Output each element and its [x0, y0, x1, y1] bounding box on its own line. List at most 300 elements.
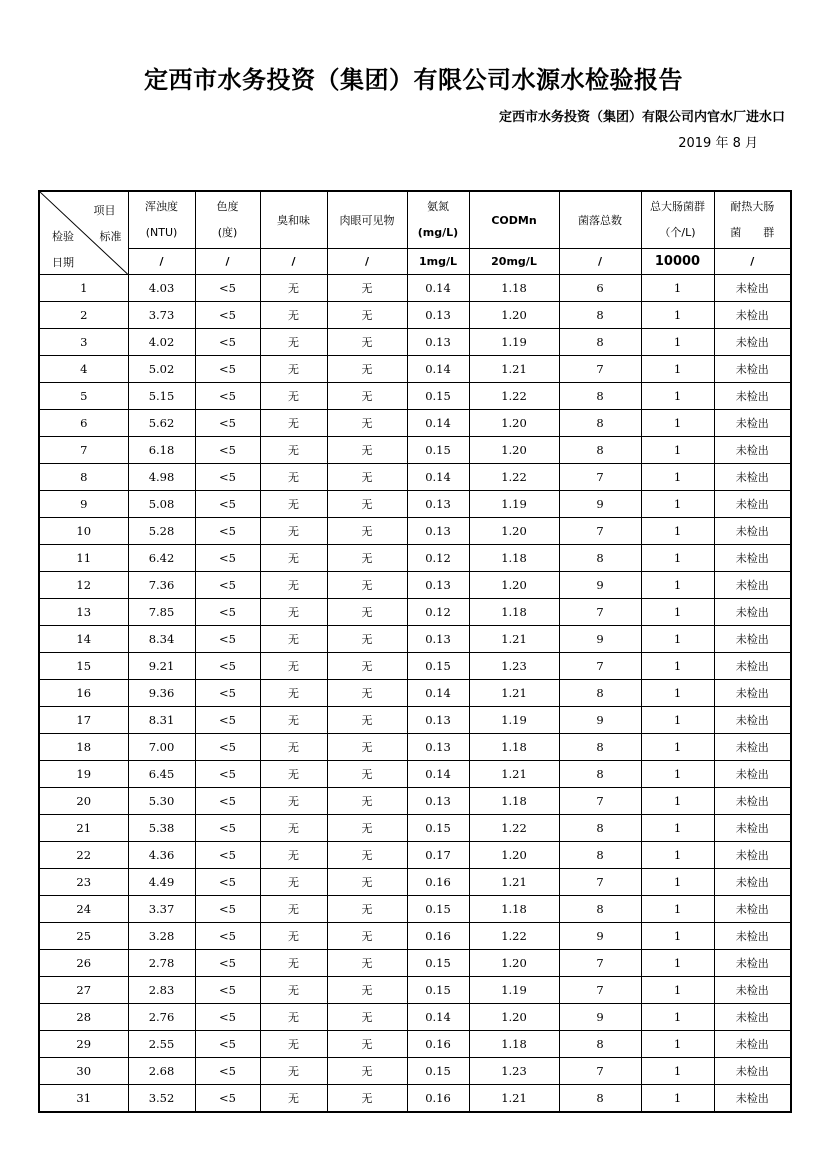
table-cell: <5	[195, 680, 260, 707]
table-cell: 未检出	[714, 599, 791, 626]
table-cell: 无	[327, 977, 407, 1004]
day-cell: 12	[39, 572, 128, 599]
table-cell: 1	[641, 275, 714, 302]
limit-colony: /	[559, 249, 641, 275]
day-cell: 14	[39, 626, 128, 653]
table-row	[39, 545, 791, 572]
day-cell: 13	[39, 599, 128, 626]
table-cell: 无	[327, 572, 407, 599]
table-cell: 8	[559, 410, 641, 437]
table-cell: 无	[260, 815, 327, 842]
table-cell: <5	[195, 545, 260, 572]
table-row	[39, 1004, 791, 1031]
table-cell: 1	[641, 572, 714, 599]
table-cell: 1	[641, 302, 714, 329]
table-cell: 1	[641, 923, 714, 950]
col-header-visible: 肉眼可见物	[327, 191, 407, 249]
table-cell: 7	[559, 599, 641, 626]
table-cell: 0.15	[407, 1058, 469, 1085]
table-cell: 未检出	[714, 815, 791, 842]
table-cell: 2.68	[128, 1058, 195, 1085]
day-cell: 20	[39, 788, 128, 815]
table-cell: 未检出	[714, 707, 791, 734]
table-cell: <5	[195, 599, 260, 626]
table-cell: 7.00	[128, 734, 195, 761]
table-cell: 无	[327, 761, 407, 788]
table-row	[39, 302, 791, 329]
table-cell: 无	[327, 734, 407, 761]
table-cell: 9.36	[128, 680, 195, 707]
table-cell: 1.23	[469, 653, 559, 680]
table-cell: 8	[559, 437, 641, 464]
table-cell: 无	[260, 707, 327, 734]
day-cell: 8	[39, 464, 128, 491]
limit-color: /	[195, 249, 260, 275]
table-cell: 1	[641, 356, 714, 383]
table-cell: 1.23	[469, 1058, 559, 1085]
table-row	[39, 842, 791, 869]
limit-turbidity: /	[128, 249, 195, 275]
table-row	[39, 356, 791, 383]
table-cell: 未检出	[714, 356, 791, 383]
table-cell: 0.13	[407, 788, 469, 815]
table-cell: 无	[260, 869, 327, 896]
table-cell: 无	[260, 788, 327, 815]
table-cell: 1.19	[469, 707, 559, 734]
col-header-turbidity: 浑浊度 (NTU)	[128, 191, 195, 249]
col-header-ammonia: 氨氮 (mg/L)	[407, 191, 469, 249]
table-cell: <5	[195, 788, 260, 815]
table-cell: 无	[260, 302, 327, 329]
table-cell: 1.19	[469, 977, 559, 1004]
table-cell: 无	[327, 464, 407, 491]
table-cell: 0.16	[407, 869, 469, 896]
table-cell: 无	[327, 545, 407, 572]
table-cell: 2.55	[128, 1031, 195, 1058]
table-cell: <5	[195, 869, 260, 896]
table-body	[39, 275, 791, 1113]
table-cell: 8	[559, 1031, 641, 1058]
day-cell: 4	[39, 356, 128, 383]
table-cell: <5	[195, 356, 260, 383]
table-cell: 7	[559, 356, 641, 383]
table-cell: 8	[559, 545, 641, 572]
table-cell: 无	[260, 680, 327, 707]
col-header-colony: 菌落总数	[559, 191, 641, 249]
table-cell: 未检出	[714, 950, 791, 977]
day-cell: 10	[39, 518, 128, 545]
table-cell: 未检出	[714, 842, 791, 869]
table-cell: <5	[195, 302, 260, 329]
table-cell: 无	[327, 410, 407, 437]
table-cell: <5	[195, 653, 260, 680]
table-cell: 8	[559, 680, 641, 707]
table-cell: 1	[641, 329, 714, 356]
table-cell: <5	[195, 626, 260, 653]
table-cell: 6	[559, 275, 641, 302]
table-cell: 5.38	[128, 815, 195, 842]
table-cell: 1.22	[469, 815, 559, 842]
table-cell: 无	[260, 977, 327, 1004]
table-cell: 1	[641, 464, 714, 491]
table-cell: 0.13	[407, 734, 469, 761]
day-cell: 23	[39, 869, 128, 896]
table-cell: 9	[559, 572, 641, 599]
table-cell: <5	[195, 491, 260, 518]
table-cell: 无	[260, 734, 327, 761]
table-cell: <5	[195, 734, 260, 761]
table-cell: 7	[559, 464, 641, 491]
table-cell: 未检出	[714, 1031, 791, 1058]
table-cell: 无	[260, 410, 327, 437]
table-cell: <5	[195, 572, 260, 599]
table-cell: 无	[327, 626, 407, 653]
table-cell: <5	[195, 1031, 260, 1058]
table-cell: 0.14	[407, 1004, 469, 1031]
table-cell: 0.14	[407, 761, 469, 788]
table-cell: 未检出	[714, 653, 791, 680]
table-cell: <5	[195, 1085, 260, 1113]
table-row	[39, 788, 791, 815]
table-cell: 无	[260, 545, 327, 572]
table-cell: 1.18	[469, 545, 559, 572]
table-cell: 7	[559, 977, 641, 1004]
table-cell: 1.21	[469, 356, 559, 383]
table-cell: 6.18	[128, 437, 195, 464]
table-cell: 未检出	[714, 545, 791, 572]
table-cell: 1	[641, 1058, 714, 1085]
table-cell: 6.45	[128, 761, 195, 788]
table-cell: 1	[641, 869, 714, 896]
table-cell: 0.13	[407, 572, 469, 599]
table-cell: 9	[559, 707, 641, 734]
table-cell: 9	[559, 923, 641, 950]
table-cell: 无	[327, 1085, 407, 1113]
table-cell: 1.21	[469, 761, 559, 788]
day-cell: 19	[39, 761, 128, 788]
table-cell: 无	[327, 437, 407, 464]
table-cell: 无	[327, 275, 407, 302]
table-cell: 8	[559, 815, 641, 842]
table-cell: 未检出	[714, 1004, 791, 1031]
table-cell: 无	[260, 356, 327, 383]
table-cell: 0.13	[407, 491, 469, 518]
day-cell: 30	[39, 1058, 128, 1085]
table-cell: 1.18	[469, 1031, 559, 1058]
table-row	[39, 923, 791, 950]
table-cell: 无	[260, 896, 327, 923]
table-cell: 无	[260, 491, 327, 518]
table-cell: 未检出	[714, 329, 791, 356]
table-cell: 无	[260, 572, 327, 599]
table-cell: 1	[641, 977, 714, 1004]
table-cell: 未检出	[714, 437, 791, 464]
table-cell: 1.20	[469, 842, 559, 869]
table-cell: 2.76	[128, 1004, 195, 1031]
table-cell: 0.15	[407, 383, 469, 410]
table-cell: 无	[260, 437, 327, 464]
table-cell: 5.28	[128, 518, 195, 545]
table-cell: 无	[327, 842, 407, 869]
table-cell: 未检出	[714, 518, 791, 545]
day-cell: 27	[39, 977, 128, 1004]
table-cell: 0.15	[407, 815, 469, 842]
table-cell: 1.18	[469, 788, 559, 815]
table-cell: <5	[195, 977, 260, 1004]
day-cell: 9	[39, 491, 128, 518]
table-row	[39, 491, 791, 518]
table-cell: 1.21	[469, 869, 559, 896]
table-cell: <5	[195, 950, 260, 977]
table-row	[39, 599, 791, 626]
table-cell: 无	[260, 842, 327, 869]
table-cell: 1	[641, 950, 714, 977]
table-cell: 1.20	[469, 572, 559, 599]
day-cell: 5	[39, 383, 128, 410]
table-cell: 1	[641, 896, 714, 923]
table-cell: 无	[260, 464, 327, 491]
table-cell: 未检出	[714, 896, 791, 923]
table-cell: 1.22	[469, 923, 559, 950]
table-cell: 无	[260, 275, 327, 302]
table-cell: 0.15	[407, 896, 469, 923]
table-cell: 无	[327, 707, 407, 734]
table-cell: 0.15	[407, 977, 469, 1004]
table-cell: 4.36	[128, 842, 195, 869]
table-cell: 0.13	[407, 518, 469, 545]
table-cell: 7	[559, 788, 641, 815]
table-cell: 无	[327, 653, 407, 680]
table-cell: 8.34	[128, 626, 195, 653]
table-cell: 1	[641, 734, 714, 761]
table-cell: 0.14	[407, 275, 469, 302]
table-cell: 5.30	[128, 788, 195, 815]
table-cell: 6.42	[128, 545, 195, 572]
table-cell: 7.85	[128, 599, 195, 626]
table-cell: <5	[195, 707, 260, 734]
table-cell: 未检出	[714, 977, 791, 1004]
table-row	[39, 383, 791, 410]
table-cell: 8	[559, 329, 641, 356]
report-subtitle: 定西市水务投资（集团）有限公司内官水厂进水口	[498, 110, 785, 125]
table-cell: 0.13	[407, 626, 469, 653]
table-cell: 未检出	[714, 680, 791, 707]
day-cell: 28	[39, 1004, 128, 1031]
table-cell: 0.12	[407, 545, 469, 572]
table-cell: 8	[559, 896, 641, 923]
table-cell: 4.49	[128, 869, 195, 896]
table-cell: 5.62	[128, 410, 195, 437]
table-cell: 未检出	[714, 302, 791, 329]
table-cell: 无	[327, 680, 407, 707]
table-row	[39, 1058, 791, 1085]
table-cell: 无	[260, 599, 327, 626]
table-cell: 3.28	[128, 923, 195, 950]
limit-codmn: 20mg/L	[469, 249, 559, 275]
table-cell: 5.15	[128, 383, 195, 410]
table-row	[39, 464, 791, 491]
table-cell: 1	[641, 680, 714, 707]
table-cell: 1.21	[469, 626, 559, 653]
table-cell: 无	[327, 1031, 407, 1058]
table-row	[39, 518, 791, 545]
table-cell: 1.18	[469, 734, 559, 761]
table-row	[39, 626, 791, 653]
table-cell: 8	[559, 1085, 641, 1113]
corner-date-label: 日期	[52, 256, 74, 269]
table-cell: 1	[641, 815, 714, 842]
day-cell: 22	[39, 842, 128, 869]
table-row	[39, 734, 791, 761]
table-cell: <5	[195, 761, 260, 788]
table-cell: 1	[641, 518, 714, 545]
table-cell: 7	[559, 950, 641, 977]
table-cell: 0.15	[407, 437, 469, 464]
table-cell: 无	[327, 491, 407, 518]
table-cell: 7	[559, 869, 641, 896]
table-cell: 0.15	[407, 653, 469, 680]
day-cell: 16	[39, 680, 128, 707]
day-cell: 6	[39, 410, 128, 437]
table-cell: <5	[195, 464, 260, 491]
table-cell: <5	[195, 1058, 260, 1085]
day-cell: 2	[39, 302, 128, 329]
table-cell: <5	[195, 275, 260, 302]
table-row	[39, 896, 791, 923]
table-cell: 0.16	[407, 923, 469, 950]
col-header-color: 色度 (度)	[195, 191, 260, 249]
table-cell: 1	[641, 491, 714, 518]
limit-coliform: 10000	[641, 249, 714, 275]
table-cell: <5	[195, 815, 260, 842]
table-cell: 2.83	[128, 977, 195, 1004]
table-cell: 0.14	[407, 464, 469, 491]
corner-item-label: 项目	[93, 204, 116, 217]
table-cell: 未检出	[714, 869, 791, 896]
table-row	[39, 437, 791, 464]
table-cell: 无	[260, 653, 327, 680]
day-cell: 18	[39, 734, 128, 761]
table-cell: 1.22	[469, 464, 559, 491]
table-cell: 1.20	[469, 518, 559, 545]
table-cell: 未检出	[714, 626, 791, 653]
table-cell: 未检出	[714, 1058, 791, 1085]
table-cell: 无	[260, 626, 327, 653]
table-cell: 4.02	[128, 329, 195, 356]
col-header-codmn: CODMn	[469, 191, 559, 249]
table-cell: 0.13	[407, 707, 469, 734]
table-row	[39, 815, 791, 842]
table-cell: 无	[260, 923, 327, 950]
table-row	[39, 1031, 791, 1058]
table-cell: 0.15	[407, 950, 469, 977]
table-cell: 8	[559, 842, 641, 869]
table-cell: 无	[260, 950, 327, 977]
table-cell: 0.17	[407, 842, 469, 869]
table-cell: 无	[327, 329, 407, 356]
table-cell: 8	[559, 761, 641, 788]
table-row	[39, 680, 791, 707]
table-cell: 1.20	[469, 437, 559, 464]
table-cell: 9	[559, 1004, 641, 1031]
table-cell: 1	[641, 1004, 714, 1031]
table-cell: 2.78	[128, 950, 195, 977]
corner-standard-label: 标准	[99, 230, 122, 243]
table-cell: 无	[327, 302, 407, 329]
table-cell: <5	[195, 842, 260, 869]
day-cell: 21	[39, 815, 128, 842]
table-cell: 无	[327, 788, 407, 815]
corner-header-cell	[39, 191, 128, 275]
table-cell: 无	[260, 1031, 327, 1058]
table-cell: 1.21	[469, 680, 559, 707]
table-cell: 3.37	[128, 896, 195, 923]
day-cell: 1	[39, 275, 128, 302]
water-quality-table	[38, 190, 792, 1113]
report-title: 定西市水务投资（集团）有限公司水源水检验报告	[144, 66, 683, 94]
table-row	[39, 653, 791, 680]
table-cell: 4.03	[128, 275, 195, 302]
limit-visible: /	[327, 249, 407, 275]
table-row	[39, 761, 791, 788]
table-row	[39, 410, 791, 437]
table-cell: 未检出	[714, 410, 791, 437]
limit-thermo-coliform: /	[714, 249, 791, 275]
table-cell: 1	[641, 437, 714, 464]
corner-test-label: 检验	[52, 230, 74, 243]
table-cell: 3.52	[128, 1085, 195, 1113]
table-cell: 1	[641, 1085, 714, 1113]
table-cell: 无	[260, 383, 327, 410]
table-cell: 1	[641, 842, 714, 869]
table-cell: 8	[559, 734, 641, 761]
table-cell: 8	[559, 302, 641, 329]
table-cell: 未检出	[714, 275, 791, 302]
table-cell: 9.21	[128, 653, 195, 680]
table-cell: 1.18	[469, 896, 559, 923]
day-cell: 7	[39, 437, 128, 464]
table-cell: 0.13	[407, 302, 469, 329]
table-cell: 1.20	[469, 950, 559, 977]
table-row	[39, 950, 791, 977]
table-cell: 7	[559, 653, 641, 680]
table-cell: 无	[327, 869, 407, 896]
col-header-coliform: 总大肠菌群 （个/L)	[641, 191, 714, 249]
table-cell: 未检出	[714, 383, 791, 410]
table-row	[39, 977, 791, 1004]
day-cell: 25	[39, 923, 128, 950]
table-cell: 1.19	[469, 329, 559, 356]
table-cell: 0.16	[407, 1031, 469, 1058]
table-cell: 1	[641, 599, 714, 626]
table-cell: 1	[641, 653, 714, 680]
day-cell: 15	[39, 653, 128, 680]
col-header-odor: 臭和味	[260, 191, 327, 249]
limit-ammonia: 1mg/L	[407, 249, 469, 275]
table-cell: 1.18	[469, 599, 559, 626]
table-cell: 0.14	[407, 356, 469, 383]
table-cell: 未检出	[714, 734, 791, 761]
table-cell: <5	[195, 923, 260, 950]
table-cell: 5.02	[128, 356, 195, 383]
table-cell: 4.98	[128, 464, 195, 491]
table-cell: 1	[641, 626, 714, 653]
table-cell: 7	[559, 518, 641, 545]
table-cell: 1	[641, 410, 714, 437]
day-cell: 26	[39, 950, 128, 977]
table-cell: 1	[641, 1031, 714, 1058]
table-row	[39, 275, 791, 302]
